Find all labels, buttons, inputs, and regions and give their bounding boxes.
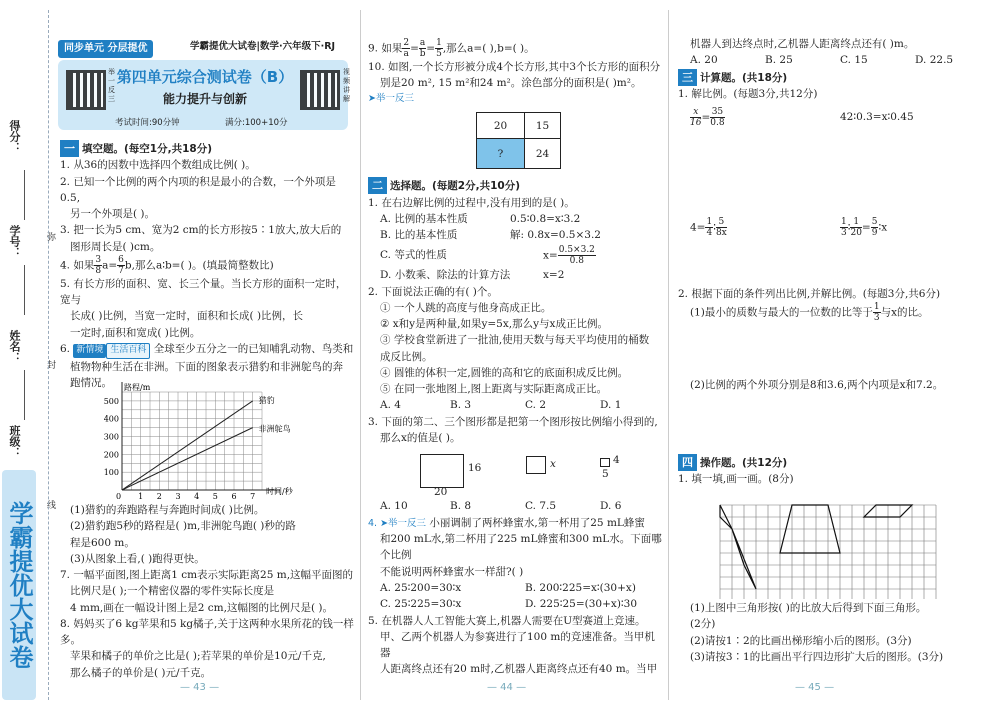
seal-line	[48, 10, 49, 700]
y-tick-label: 200	[103, 450, 119, 460]
s5-option: B. 25	[765, 54, 793, 67]
student-id-line	[24, 265, 25, 315]
c1-b: 42∶0.3=x∶0.45	[840, 110, 914, 123]
s3-rect-2-side: x	[550, 458, 556, 471]
binding-margin	[0, 0, 55, 703]
section-3-title: 计算题。(共18分)	[700, 71, 788, 84]
o1-part1-score: (2分)	[690, 618, 716, 631]
page-number: — 43 —	[180, 682, 220, 693]
s3-rect-1-width: 20	[434, 486, 448, 499]
c2-work-space	[678, 323, 978, 377]
column-3-lower	[678, 600, 978, 665]
q6-line2: 植物物种生活在非洲。下面的图象表示猎豹和非洲鸵鸟的奔	[70, 360, 343, 373]
c1-a: $\frac{x}{16}$ = $\frac{35}{0.8}$	[690, 106, 725, 128]
s4-line1: 4. ➤举一反三 小丽调制了两杯蜂蜜水,第一杯用了25 mL蜂蜜	[368, 516, 645, 529]
column-2	[368, 38, 663, 678]
q10-line2: 别是20 m², 15 m²和24 m²。涂色部分的面积是( )m²。	[380, 77, 642, 90]
s5-option: D. 22.5	[915, 54, 954, 67]
q6-part2-line2: 程是600 m。	[70, 536, 135, 549]
seal-char-2: 封	[44, 360, 55, 369]
s1-step-2: 解: 0.8x=0.5×3.2	[510, 229, 601, 242]
q10-line1: 10. 如图,一个长方形被分成4个长方形,其中3个长方形的面积分	[368, 61, 661, 73]
s3-option: A. 10	[380, 500, 408, 513]
q5-line2: 长成( )比例，当宽一定时，面积和长成( )比例，长	[70, 310, 304, 323]
q6-part2-line1: (2)猎豹跑5秒的路程是( )m,非洲鸵鸟跑( )秒的路	[70, 520, 296, 533]
s2-option: C. 2	[525, 399, 547, 412]
s4-option-c: C. 25∶225=30∶x	[380, 598, 462, 611]
q5-line3: 一定时,面积和宽成( )比例。	[70, 326, 201, 339]
q4: 4. 如果 $\frac{3}{8}$ a= $\frac{6}{7}$ b,那么a∶b=( )。(填最简整数比)	[60, 254, 274, 276]
exam-time: 考试时间:90分钟	[115, 118, 180, 128]
section-4-label: 四	[678, 454, 697, 471]
s4-line3: 不能说明两杯蜂蜜水一样甜?( )	[380, 565, 524, 578]
q3-line1: 3. 把一长为5 cm、宽为2 cm的长方形按5∶1放大,放大后的	[60, 224, 342, 237]
page-number: — 45 —	[795, 682, 835, 693]
c1-d: $\frac{1}{3}$ ∶ $\frac{1}{20}$ = $\frac{5}{9}$ ∶x	[841, 216, 888, 238]
q7-line3: 4 mm,画在一幅设计图上是2 cm,这幅图的比例尺是( )。	[70, 601, 333, 614]
s2-statement: ① 一个人跳的高度与他身高成正比。	[380, 301, 552, 314]
qr-code-left[interactable]	[66, 70, 106, 110]
s5-line1: 5. 在机器人人工智能大赛上,机器人需要在U型赛道上竞速。	[368, 614, 646, 627]
section-3-label: 三	[678, 69, 697, 86]
unit-badge: 同步单元 分层提优	[58, 40, 153, 58]
series-label-2: 非洲鸵鸟	[258, 424, 291, 434]
running-chart	[82, 378, 322, 502]
drawing-grid[interactable]	[718, 503, 942, 599]
section-4-title: 操作题。(共12分)	[700, 456, 788, 469]
column-divider-1	[360, 10, 361, 700]
qr-left-label: 举一反三	[108, 68, 115, 103]
section-2-title: 选择题。(每题2分,共10分)	[390, 180, 521, 193]
column-1-lower	[60, 502, 355, 681]
x-tick-label: 3	[175, 492, 181, 501]
y-tick-label: 300	[103, 432, 119, 442]
c2: 2. 根据下面的条件列出比例,并解比例。(每题3分,共6分)	[678, 288, 941, 301]
s2-statement: ③ 学校食堂新进了一批油,使用天数与每天平均使用的桶数	[380, 334, 650, 347]
q10-cell: 15	[525, 113, 561, 139]
s1-option-b: B. 比的基本性质	[380, 229, 458, 242]
s2: 2. 下面说法正确的有( )个。	[368, 285, 498, 298]
s2-option: B. 3	[450, 399, 472, 412]
q10-cell: 20	[477, 113, 525, 139]
s5-line4: 机器人到达终点时,乙机器人距离终点还有( )m。	[690, 38, 915, 50]
s3-line2: 那么x的值是( )。	[380, 431, 461, 444]
c1-c: 4= $\frac{1}{4}$ ∶ $\frac{5}{8x}$	[690, 216, 727, 238]
s1-step-4: x=2	[543, 269, 565, 282]
q10-shaded-cell: ?	[477, 139, 525, 169]
qr-code-right[interactable]	[300, 70, 340, 110]
q6-part1: (1)猎豹的奔跑路程与奔跑时间成( )比例。	[70, 504, 265, 516]
section-2-label: 二	[368, 177, 387, 194]
student-id-label: 学号：	[8, 225, 22, 258]
test-subtitle: 能力提升与创新	[162, 92, 247, 106]
s4-option-b: B. 200∶225=x∶(30+x)	[525, 582, 636, 595]
seal-char-3: 线	[44, 500, 55, 509]
s4-option-a: A. 25∶200=30∶x	[380, 582, 462, 595]
brand-logo: 学霸提优大试卷	[2, 470, 36, 700]
q8-line2: 苹果和橘子的单价之比是( );若苹果的单价是10元/千克,	[70, 650, 326, 663]
q6-line1: 6. 新情境 生活百科 全球至少五分之一的已知哺乳动物、鸟类和	[60, 341, 355, 359]
c2-work-space-2	[678, 394, 978, 454]
s2-statement: ② x和y是两种量,如果y=5x,那么y与x成正比例。	[380, 318, 608, 331]
s3-rect-1	[420, 454, 464, 488]
q6-line3: 跑情况。	[70, 377, 112, 390]
y-tick-label: 400	[103, 414, 119, 424]
s1: 1. 在右边解比例的过程中,没有用到的是( )。	[368, 196, 575, 209]
s1-option-c: C. 等式的性质	[380, 249, 447, 262]
class-label: 班级：	[8, 425, 22, 458]
s4-line2: 和200 mL水,第二杯用了225 mL蜂蜜和300 mL水。下面哪个比例	[380, 533, 662, 562]
c2-2: (2)比例的两个外项分别是8和3.6,两个内项是x和7.2。	[690, 379, 944, 392]
s2-statement: ④ 圆锥的体积一定,圆锥的高和它的底面积成反比例。	[380, 366, 629, 379]
s3-rect-3-width: 5	[602, 468, 609, 481]
q7-line2: 比例尺是( );一个精密仪器的零件实际长度是	[70, 585, 275, 598]
s1-step-3: x= $\frac{0.5\times 3.2}{0.8}$	[543, 244, 595, 266]
x-tick-label: 4	[194, 492, 200, 501]
s3-line1: 3. 下面的第二、三个图形都是把第一个图形按比例缩小得到的,	[368, 415, 658, 428]
section-1-label: 一	[60, 140, 79, 157]
y-tick-label: 100	[103, 468, 119, 478]
q10-rectangle-grid	[476, 112, 561, 169]
test-title: 第四单元综合测试卷（B）	[116, 68, 294, 86]
column-3	[678, 36, 978, 487]
s1-option-d: D. 小数乘、除法的计算方法	[380, 269, 511, 282]
full-score: 满分:100+10分	[225, 118, 288, 128]
s3-option: C. 7.5	[525, 500, 557, 513]
s2-statement: ⑤ 在同一张地图上,图上距离与实际距离成正比。	[380, 383, 608, 396]
x-tick-label: 5	[212, 492, 218, 501]
q8-line1: 8. 妈妈买了6 kg苹果和5 kg橘子,关于这两种水果所花的钱一样多。	[60, 617, 354, 647]
q9: 9. 如果 $\frac{2}{a}$ = $\frac{a}{b}$ = $\frac{1}{5}$ ,那么a=( ),b=( )。	[368, 38, 535, 59]
section-1-title: 填空题。(每空1分,共18分)	[82, 143, 213, 155]
x-axis-label: 时间/秒	[266, 487, 293, 496]
q6-part3: (3)从图象上看,( )跑得更快。	[70, 552, 205, 565]
y-axis-label: 路程/m	[124, 383, 151, 392]
series-label-1: 猎豹	[258, 395, 275, 405]
column-1	[60, 140, 355, 391]
c1-work-space-2	[678, 242, 978, 286]
s3-rect-1-height: 16	[468, 462, 482, 475]
name-label: 姓名：	[8, 330, 22, 363]
s1-step-1: 0.5∶0.8=x∶3.2	[510, 212, 581, 225]
qr-right-label: 视频讲解	[343, 68, 350, 103]
c2-1: (1)最小的质数与最大的一位数的比等于 $\frac{1}{3}$ 与x的比。	[690, 302, 929, 324]
s5-line2: 甲、乙两个机器人为参赛进行了100 m的竞速准备。当甲机器	[380, 630, 655, 660]
s2-option: D. 1	[600, 399, 622, 412]
s3-figures	[368, 446, 663, 498]
s3-rect-2	[526, 456, 546, 474]
s1-option-a: A. 比例的基本性质	[380, 212, 468, 225]
x-tick-label: 2	[156, 492, 162, 501]
score-label: 得分：	[8, 120, 22, 153]
s3-rect-3-height: 4	[613, 454, 620, 467]
c1-work-space	[678, 132, 978, 212]
origin-label: 0	[116, 492, 122, 501]
s5-option: A. 20	[690, 54, 718, 67]
s4-option-d: D. 225∶25=(30+x)∶30	[525, 598, 638, 611]
q3-line2: 图形周长是( )cm。	[70, 240, 161, 253]
q10-extension-tag: ➤举一反三	[368, 92, 414, 104]
new-context-tag: 新情境	[73, 344, 106, 358]
s5-line3: 人距离终点还有20 m时,乙机器人距离终点还有40 m。当甲	[380, 663, 658, 676]
x-tick-label: 7	[250, 492, 256, 501]
name-line	[24, 370, 25, 420]
q8-line3: 那么橘子的单价是( )元/千克。	[70, 666, 212, 679]
life-wiki-tag: 生活百科	[106, 343, 150, 359]
s3-option: B. 8	[450, 500, 472, 513]
s2-option: A. 4	[380, 399, 401, 412]
seal-char-1: 弥	[44, 232, 55, 241]
o1: 1. 填一填,画一画。(8分)	[678, 472, 794, 485]
y-tick-label: 500	[103, 396, 119, 406]
q1: 1. 从36的因数中选择四个数组成比例( )。	[60, 159, 256, 172]
o1-part1: (1)上图中三角形按( )的比放大后得到下面三角形。	[690, 602, 927, 614]
s5-option: C. 15	[840, 54, 868, 67]
o1-part2: (2)请按1∶2的比画出梯形缩小后的图形。(3分)	[690, 634, 912, 647]
c1: 1. 解比例。(每题3分,共12分)	[678, 87, 818, 100]
q2-line2: 另一个外项是( )。	[70, 208, 156, 221]
o1-part3: (3)请按3∶1的比画出平行四边形扩大后的图形。(3分)	[690, 650, 944, 663]
page-number: — 44 —	[487, 682, 527, 693]
x-tick-label: 1	[138, 492, 144, 501]
s3-option: D. 6	[600, 500, 622, 513]
column-divider-2	[668, 10, 669, 700]
s2-statement-cont: 成反比例。	[380, 350, 433, 363]
series-title: 学霸提优大试卷|数学·六年级下·RJ	[190, 41, 336, 52]
score-line	[24, 170, 25, 220]
x-tick-label: 6	[231, 492, 237, 501]
q2-line1: 2. 已知一个比例的两个内项的积是最小的合数，一个外项是0.5,	[60, 175, 336, 204]
q10-cell: 24	[525, 139, 561, 169]
q5-line1: 5. 有长方形的面积、宽、长三个量。当长方形的面积一定时，宽与	[60, 277, 347, 307]
q7-line1: 7. 一幅平面图,图上距离1 cm表示实际距离25 m,这幅平面图的	[60, 569, 354, 582]
